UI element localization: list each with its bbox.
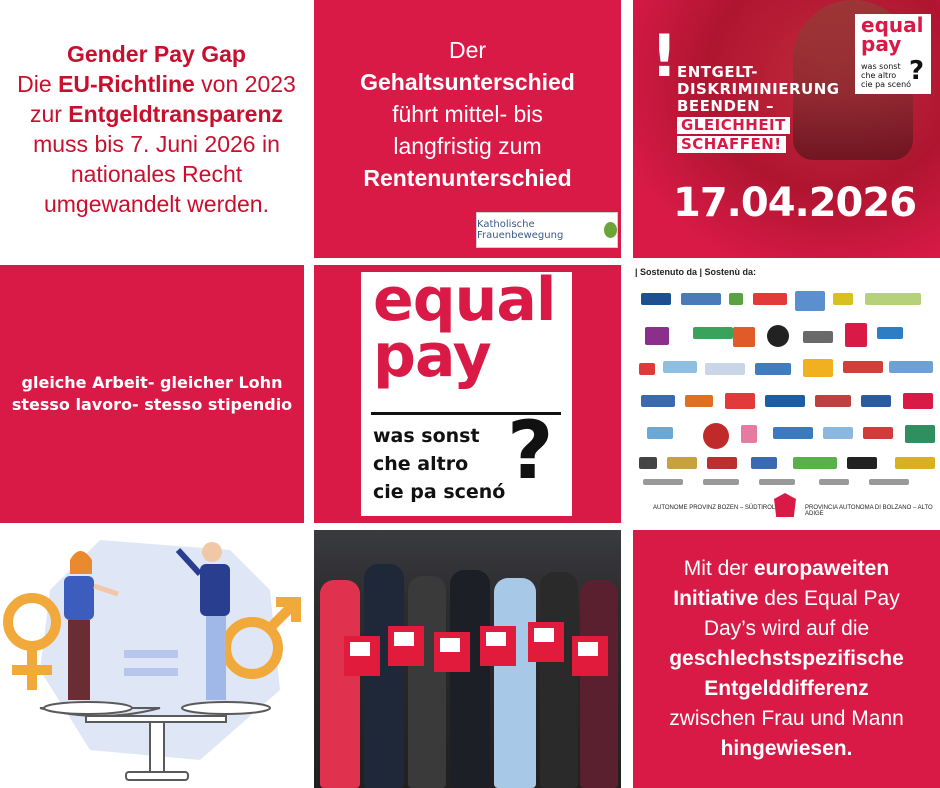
text: muss bis 7. Juni 2026 in: [33, 131, 280, 157]
supporter-logo: [681, 293, 721, 305]
supporter-logo: [707, 457, 737, 469]
supporter-logo: [645, 327, 669, 345]
tile-eu-initiative: [633, 530, 940, 788]
supporter-logo: [705, 363, 745, 375]
supporter-logo: [815, 395, 851, 407]
supporter-logo: [869, 479, 909, 485]
text: Die: [17, 71, 59, 97]
supporter-logo: [863, 427, 893, 439]
photo-person: [320, 580, 360, 788]
text: cie pa scenó: [373, 481, 506, 503]
supporter-logo: [765, 395, 805, 407]
text-bold: Gehaltsunterschied: [360, 69, 575, 95]
text: che altro: [861, 71, 897, 80]
badge-title: [861, 13, 924, 56]
text: Der: [448, 37, 487, 63]
text: cie pa scenó: [861, 80, 912, 89]
province-footer-it: PROVINCIA AUTONOMA DI BOLZANO – ALTO ADIGE: [805, 505, 933, 517]
tyrol-eagle-icon: [774, 493, 796, 517]
supporters-header: | Sostenuto da | Sostenù da:: [635, 267, 757, 277]
supporter-logo: [741, 425, 757, 443]
photo-person: [408, 576, 446, 788]
text-bold: Entgelddifferenz: [704, 677, 869, 700]
text: pay: [861, 32, 902, 56]
tile-equal-work-equal-pay: [0, 265, 304, 523]
poster-slogan: [677, 64, 840, 153]
supporter-logo: [639, 457, 657, 469]
supporter-logo: [877, 327, 903, 339]
tile-equal-pay-logo: [314, 265, 621, 523]
eu-initiative-text: [661, 554, 912, 764]
supporter-logo: [729, 293, 743, 305]
supporter-logo: [889, 361, 933, 373]
supporter-logo: [667, 457, 697, 469]
tile-supporters: [633, 265, 940, 523]
text-bold: Entgeldtransparenz: [68, 101, 284, 127]
supporter-logo: [647, 427, 673, 439]
tile-equality-illustration: [0, 530, 304, 788]
exclamation-icon: !: [651, 22, 678, 90]
supporter-logo: [751, 457, 777, 469]
equal-pay-bag: [434, 632, 470, 672]
text: DISKRIMINIERUNG: [677, 80, 840, 98]
text: gleiche Arbeit- gleicher Lohn: [21, 373, 283, 392]
equal-pay-bag: [344, 636, 380, 676]
supporter-logo: [639, 363, 655, 375]
equal-pay-logo: [361, 265, 572, 516]
kfb-logo-text: Katholische Frauenbewegung: [477, 219, 564, 241]
tile-group-photo: [314, 530, 621, 788]
text: ENTGELT-: [677, 63, 758, 81]
supporter-logo: [663, 361, 697, 373]
supporter-logo: [773, 427, 813, 439]
text-bold: Initiative: [673, 587, 759, 610]
supporter-logo: [733, 327, 755, 347]
photo-person: [450, 570, 490, 788]
text: des Equal Pay: [758, 587, 900, 610]
text: stesso lavoro- stesso stipendio: [11, 395, 293, 414]
text: equal: [861, 13, 924, 37]
supporter-logo: [767, 325, 789, 347]
supporter-logo: [903, 393, 933, 409]
supporter-logo: [865, 293, 921, 305]
equal-pay-bag: [572, 636, 608, 676]
pill-text: SCHAFFEN!: [677, 136, 786, 153]
question-mark-icon: ?: [507, 404, 554, 497]
text: zwischen Frau und Mann: [669, 707, 904, 730]
text: Mit der: [683, 557, 754, 580]
supporter-logo: [847, 457, 877, 469]
supporter-logo: [755, 363, 791, 375]
equal-pay-badge: [855, 14, 931, 94]
supporter-logo: [759, 479, 795, 485]
supporter-logo: [641, 293, 671, 305]
text-bold: geschlechstspezifische: [669, 647, 904, 670]
text-bold: hingewiesen.: [720, 737, 853, 760]
event-date: 17.04.2026: [673, 180, 917, 226]
supporter-logo: [703, 423, 729, 449]
slogan-text: [12, 372, 292, 416]
supporter-logo: [861, 395, 891, 407]
badge-subtitle: [861, 62, 911, 89]
supporter-logo: [725, 393, 755, 409]
supporter-logo: [685, 395, 713, 407]
supporter-logo: [843, 361, 883, 373]
equal-pay-bag: [388, 626, 424, 666]
kfb-logo-icon: [604, 222, 617, 238]
text: langfristig zum: [393, 133, 542, 159]
supporter-logos-grid: [633, 287, 940, 487]
text: was sonst: [373, 425, 480, 447]
supporter-logo: [823, 427, 853, 439]
pension-gap-text: [360, 34, 575, 194]
text: Day’s wird auf die: [703, 617, 870, 640]
text: umgewandelt werden.: [43, 191, 269, 217]
text: che altro: [373, 453, 469, 475]
supporter-logo: [845, 323, 867, 347]
question-mark-icon: ?: [909, 56, 925, 86]
equal-pay-bag: [528, 622, 564, 662]
supporter-logo: [753, 293, 787, 305]
logo-subtitle: [373, 422, 505, 506]
supporter-logo: [643, 479, 683, 485]
photo-person: [580, 580, 618, 788]
supporter-logo: [833, 293, 853, 305]
equal-pay-bag: [480, 626, 516, 666]
text: von 2023: [194, 71, 296, 97]
text: nationales Recht: [70, 161, 243, 187]
photo-person: [364, 564, 404, 788]
tile-eu-directive: [0, 0, 313, 258]
text: was sonst: [861, 62, 901, 71]
supporter-logo: [693, 327, 733, 339]
province-footer-de: AUTONOME PROVINZ BOZEN – SÜDTIROL: [653, 505, 776, 511]
photo-person: [540, 572, 578, 788]
tile-event-poster: [633, 0, 940, 258]
eu-directive-text: [11, 39, 302, 219]
equality-illustration: [0, 530, 304, 788]
supporter-logo: [803, 331, 833, 343]
text: zur: [29, 101, 69, 127]
heading-gender-pay-gap: Gender Pay Gap: [67, 41, 246, 67]
supporter-logo: [895, 457, 935, 469]
logo-title: [373, 265, 556, 391]
supporter-logo: [905, 425, 935, 443]
text: BEENDEN –: [677, 97, 774, 115]
photo-person: [494, 578, 536, 788]
text: führt mittel- bis: [392, 101, 543, 127]
supporter-logo: [703, 479, 739, 485]
kfb-logo: [476, 212, 618, 248]
supporter-logo: [819, 479, 849, 485]
supporter-logo: [641, 395, 675, 407]
text-bold: europaweiten: [753, 557, 890, 580]
pill-text: GLEICHHEIT: [677, 117, 790, 134]
text: pay: [373, 321, 491, 391]
supporter-logo: [795, 291, 825, 311]
supporter-logo: [803, 359, 833, 377]
text-bold: Rentenunterschied: [363, 165, 572, 191]
text: equal: [373, 265, 556, 335]
text-bold: EU-Richtline: [58, 71, 195, 97]
supporter-logo: [793, 457, 837, 469]
